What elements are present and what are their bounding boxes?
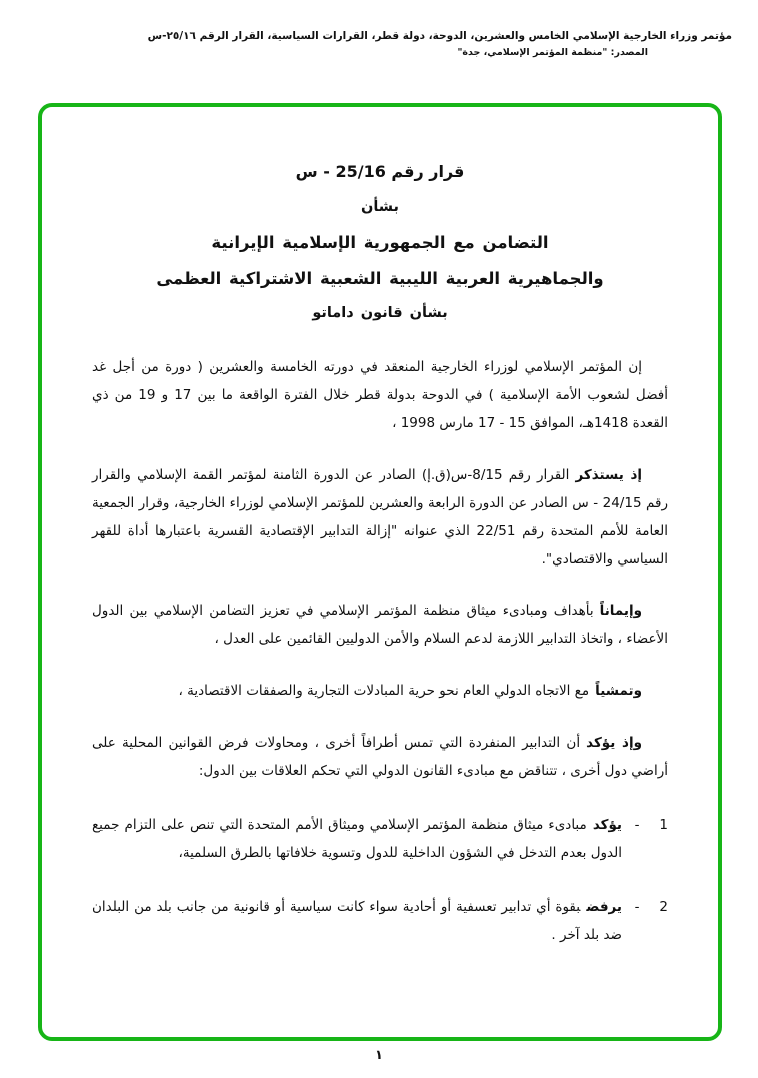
document-frame — [38, 103, 722, 1041]
item-text: بقوة أي تدابير تعسفية أو أحادية سواء كانت سياسية أو قانونية من جانب بلد من البلدان ضد بلد آخر . — [92, 899, 622, 943]
title-block — [92, 161, 668, 323]
paragraph-lead: وتمشياً — [595, 683, 642, 699]
page-number: ١ — [375, 1048, 383, 1063]
title-damato-law: بشأن قانون داماتو — [312, 305, 448, 321]
item-number: 1 — [659, 817, 668, 833]
item-text: مبادىء ميثاق منظمة المؤتمر الإسلامي وميثاق الأمم المتحدة التي تنص على التزام جميع الدول بعدم التدخل في الشؤون الداخلية للدول وتسوية خلافاتها بالطرق السلمية، — [92, 817, 622, 861]
paragraph-lead: وإيماناً — [599, 603, 642, 619]
item-number: 2 — [659, 899, 668, 915]
operative-item-2 — [92, 893, 668, 949]
title-solidarity-iran: التضامن مع الجمهورية الإسلامية الإيرانية — [211, 233, 549, 252]
resolution-number-title: قرار رقم 25/16 - س — [295, 162, 465, 181]
header-citation-line: مؤتمر وزراء الخارجية الإسلامي الخامس والعشرين، الدوحة، دولة قطر، القرارات السياسية، القرار الرقم ٢٥/١٦-س — [147, 30, 732, 42]
believing-paragraph — [92, 597, 668, 653]
title-regarding: بشأن — [360, 199, 400, 215]
paragraph-text: مع الاتجاه الدولي العام نحو حرية المبادلات التجارية والصفقات الاقتصادية ، — [178, 683, 590, 699]
operative-item-1 — [92, 811, 668, 867]
item-lead: يؤكد — [592, 817, 622, 833]
paragraph-text: القرار رقم 8/15-س(ق.إ) الصادر عن الدورة الثامنة لمؤتمر القمة الإسلامي والقرار رقم 24/15 - س الصادر عن الدورة الرابعة والعشرين للمؤتمر الإسلامي لوزراء الخارجية، وقرار الجمعية العامة للأمم المتحدة رقم 22/51 الذي عنوانه "إزالة التدابير الإقتصادية القسرية باعتبارها أداة للقهر السياسي والاقتصادي". — [92, 467, 668, 567]
item-dash: - — [634, 817, 640, 833]
item-dash: - — [634, 899, 640, 915]
paragraph-text: إن المؤتمر الإسلامي لوزراء الخارجية المنعقد في دورته الخامسة والعشرين ( دورة من أجل غد أفضل لشعوب الأمة الإسلامية ) في الدوحة بدولة قطر خلال الفترة الواقعة ما بين 17 و 19 من ذي القعدة 1418هـ، الموافق 15 - 17 مارس 1998 ، — [92, 359, 668, 431]
header-source-line: المصدر: "منظمة المؤتمر الإسلامي، جدة" — [457, 47, 648, 58]
affirming-paragraph — [92, 729, 668, 785]
item-body — [92, 893, 622, 949]
paragraph-lead: إذ يستذكر — [575, 467, 643, 483]
title-libya-jamahiriya: والجماهيرية العربية الليبية الشعبية الاشتراكية العظمى — [156, 269, 604, 288]
in-line-with-paragraph — [92, 677, 668, 705]
item-body — [92, 811, 622, 867]
preamble-paragraph — [92, 353, 668, 437]
document-source-header — [20, 30, 732, 58]
paragraph-text: بأهداف ومبادىء ميثاق منظمة المؤتمر الإسلامي في تعزيز التضامن الإسلامي بين الدول الأعضاء ، واتخاذ التدابير اللازمة لدعم السلام والأمن الدوليين القائمين على العدل ، — [92, 603, 668, 647]
paragraph-lead: وإذ يؤكد — [586, 735, 642, 751]
recalling-paragraph — [92, 461, 668, 573]
item-lead: يرفض — [586, 899, 622, 915]
paragraph-text: أن التدابير المنفردة التي تمس أطرافاً أخرى ، ومحاولات فرض القوانين المحلية على أراضي دول أخرى ، تتناقض مع مبادىء القانون الدولي التي تحكم العلاقات بين الدول: — [92, 735, 668, 779]
